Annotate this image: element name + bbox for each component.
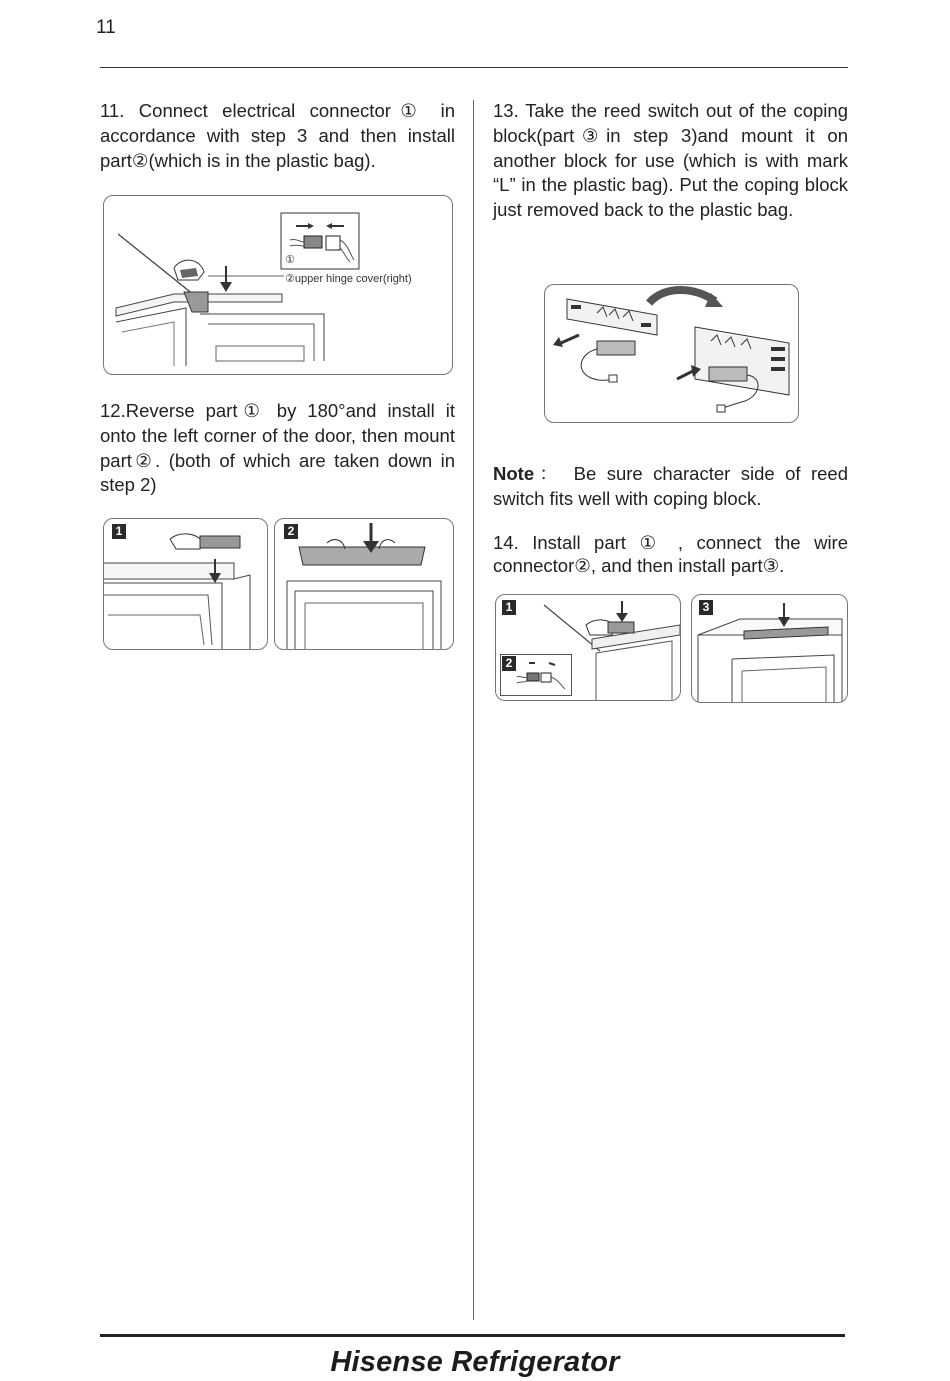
wire-connector-illustration [501,655,571,695]
figure-step-14-panel-1 [495,594,681,701]
column-divider [473,100,474,1320]
note-body: ： Be sure character side of reed switch fits well with coping block. [493,463,848,509]
hinge-cover-illustration [104,196,452,374]
panel-number: 2 [284,524,298,539]
top-cover-illustration [275,519,453,649]
connector-inset [500,654,572,696]
panel-number: 3 [699,600,713,615]
brand-footer: Hisense Refrigerator [330,1346,620,1378]
connector-marker: ① [285,254,295,266]
panel-number: 2 [502,656,516,671]
step-12-text: 12.Reverse part① by 180°and install it onto the left corner of the door, then mount part②. (both of which are taken down in step 2) [100,400,455,496]
step-13-text: 13. Take the reed switch out of the coping block(part③in step 3)and mount it on another block for use (which is with mark “L” in the plastic bag). Put the coping block just removed back to the plastic bag. [493,100,848,221]
figure-step-13 [544,284,799,423]
figure-step-11 [103,195,453,375]
panel-number: 1 [502,600,516,615]
reed-switch-illustration [545,285,798,422]
figure-step-14-panel-3 [691,594,848,703]
step-11-text: 11. Connect electrical connector① in accordance with step 3 and then install part②(which is in the plastic bag). [100,100,455,171]
note-label: Note [493,463,535,484]
top-rule [100,67,848,68]
door-corner-illustration [104,519,267,649]
figure-step-12-panel-1 [103,518,268,650]
hinge-cover-callout: ②upper hinge cover(right) [285,273,412,285]
page-number: 11 [96,17,116,38]
note-text [493,462,848,512]
top-cover-install-illustration [692,595,847,702]
bottom-rule [100,1334,845,1337]
panel-number: 1 [112,524,126,539]
figure-step-12-panel-2 [274,518,454,650]
step-14-text: 14. Install part ① , connect the wire connector②, and then install part③. [493,532,848,576]
